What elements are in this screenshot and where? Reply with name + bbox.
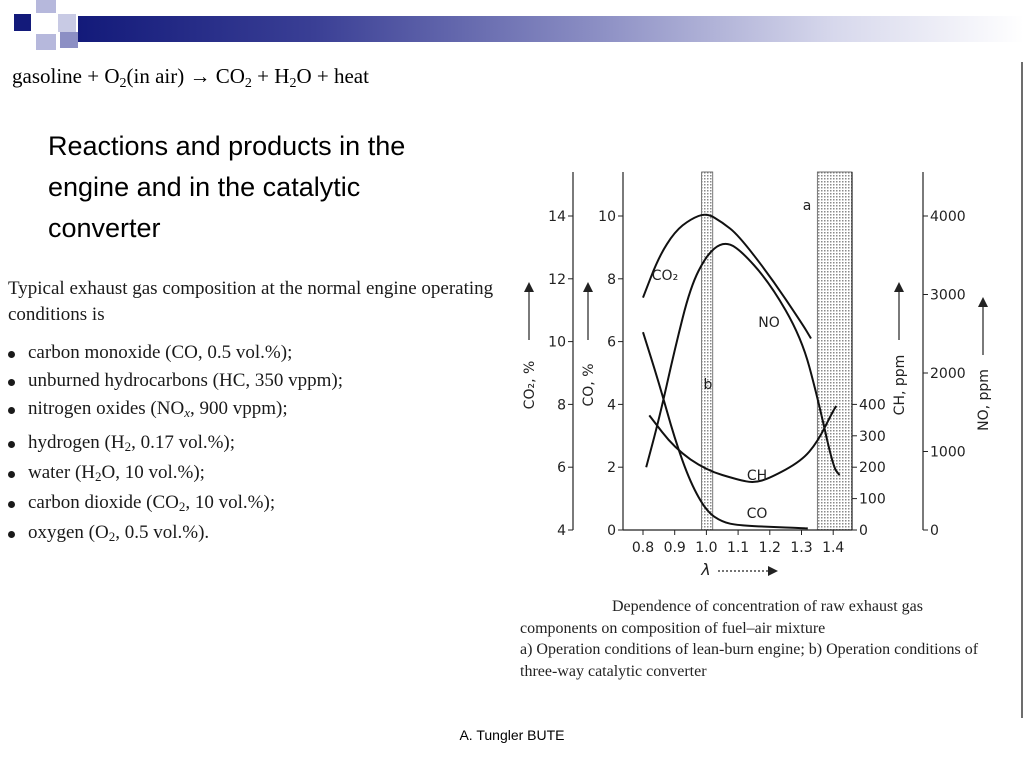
x-tick-label: 1.0 <box>695 540 718 556</box>
co2-tick-label: 14 <box>548 209 566 225</box>
co-tick-label: 6 <box>607 334 616 351</box>
ch-tick-label: 100 <box>859 491 886 508</box>
decor-square <box>60 32 78 48</box>
right-border-line <box>1021 62 1023 718</box>
combustion-equation <box>12 64 369 89</box>
figure-caption <box>520 596 1000 682</box>
decor-square <box>36 34 56 50</box>
decor-square <box>58 14 76 32</box>
ch-tick-label: 0 <box>859 523 868 539</box>
composition-item <box>6 522 343 550</box>
equation-heat: heat <box>333 64 369 88</box>
x-tick-label: 0.9 <box>663 540 686 556</box>
band-label-b: b <box>703 377 713 393</box>
co2-tick-label: 6 <box>557 460 566 477</box>
co2-axis-title: CO₂, % <box>522 360 538 410</box>
equation-water-o: O <box>296 64 312 88</box>
equation-plus: + <box>257 64 270 88</box>
caption-legend-text: a) Operation conditions of lean-burn engine; b) Operation conditions of three-way catalytic converter <box>520 641 979 680</box>
co2-axis-arrowhead <box>524 282 534 292</box>
ch-axis-title: CH, ppm <box>892 354 908 416</box>
equation-plus: + <box>316 64 329 88</box>
composition-subscript: 2 <box>108 529 116 544</box>
decor-square <box>36 0 56 13</box>
composition-text: nitrogen oxides (NO <box>28 398 185 419</box>
ch-tick-label: 300 <box>859 428 886 445</box>
co-axis-title: CO, % <box>581 363 597 407</box>
title-gradient-bar <box>78 16 1024 42</box>
series-label-co2: CO₂ <box>651 268 679 284</box>
composition-list <box>6 342 343 550</box>
series-label-no: NO <box>758 315 780 331</box>
x-axis-label: λ <box>701 560 711 579</box>
band-label-a: a <box>802 198 812 214</box>
series-label-co: CO <box>746 506 768 522</box>
footer-credit: A. Tungler BUTE <box>459 727 565 743</box>
composition-subscript: x <box>184 405 190 420</box>
composition-subscript: 2 <box>95 469 102 484</box>
no-axis-title: NO, ppm <box>976 369 992 431</box>
x-tick-label: 1.1 <box>726 540 750 556</box>
equation-arrow: → <box>189 64 211 88</box>
composition-text: carbon dioxide (CO <box>28 492 179 513</box>
composition-text: , 10 vol.%); <box>185 492 276 513</box>
ch-tick-label: 400 <box>859 397 886 414</box>
equation-water-h: H <box>274 64 290 88</box>
composition-text: unburned hydrocarbons (HC, 350 vppm); <box>28 370 344 391</box>
equation-oxygen: O <box>104 64 120 88</box>
equation-plus: + <box>87 64 100 88</box>
co-tick-label: 10 <box>598 209 616 225</box>
band-b-three-way <box>702 172 713 530</box>
composition-item <box>6 462 343 492</box>
composition-intro: Typical exhaust gas composition at the normal engine operating conditions is <box>8 278 494 325</box>
composition-text: , 900 vppm); <box>189 398 288 419</box>
composition-text: water (H <box>28 462 95 483</box>
co-tick-label: 8 <box>607 271 616 288</box>
composition-item <box>6 492 343 522</box>
composition-text: hydrogen (H <box>28 432 125 453</box>
x-tick-label: 0.8 <box>631 540 655 556</box>
equation-co2: CO <box>215 64 245 88</box>
equation-reactant-gasoline: gasoline <box>12 64 82 88</box>
slide-heading: Reactions and products in the engine and in the catalytic converter <box>48 131 406 243</box>
no-tick-label: 3000 <box>930 287 966 304</box>
no-tick-label: 0 <box>930 523 939 539</box>
ch-tick-label: 200 <box>859 460 886 477</box>
x-axis-arrowhead <box>768 566 778 576</box>
decor-square <box>14 14 31 31</box>
equation-subscript: 2 <box>244 76 252 91</box>
exhaust-concentration-chart <box>512 160 1012 580</box>
x-tick-label: 1.2 <box>758 540 781 556</box>
no-tick-label: 2000 <box>930 366 966 382</box>
equation-subscript: 2 <box>119 76 127 91</box>
no-tick-label: 1000 <box>930 444 966 461</box>
composition-item <box>6 342 343 370</box>
series-label-ch: CH <box>746 468 768 484</box>
co-tick-label: 2 <box>607 460 616 477</box>
ch-axis-arrowhead <box>894 282 904 292</box>
band-a-lean-burn <box>817 172 852 530</box>
title-bar-decoration <box>0 0 1024 52</box>
composition-text: , 0.5 vol.%). <box>115 522 210 543</box>
composition-text: carbon monoxide (CO, 0.5 vol.%); <box>28 342 293 363</box>
co2-tick-label: 12 <box>548 271 566 288</box>
composition-item <box>6 370 343 398</box>
composition-item <box>6 432 343 462</box>
no-tick-label: 4000 <box>930 209 966 225</box>
series-line-co <box>643 332 808 528</box>
x-tick-label: 1.4 <box>822 540 845 556</box>
equation-subscript: 2 <box>289 76 297 91</box>
co2-tick-label: 4 <box>557 523 566 539</box>
caption-text: Dependence of concentration of raw exhaust gas components on composition of fuel–air mixture <box>520 598 923 637</box>
x-tick-label: 1.3 <box>790 540 813 556</box>
no-axis-arrowhead <box>978 297 988 307</box>
composition-subscript: 2 <box>178 499 186 514</box>
composition-item <box>6 398 343 432</box>
composition-text: , 0.17 vol.%); <box>131 432 236 453</box>
co2-tick-label: 8 <box>557 397 566 414</box>
co-axis-arrowhead <box>583 282 593 292</box>
co-tick-label: 0 <box>607 523 616 539</box>
co2-tick-label: 10 <box>548 334 566 351</box>
composition-text: oxygen (O <box>28 522 109 543</box>
composition-text: O, 10 vol.%); <box>101 462 205 483</box>
composition-subscript: 2 <box>124 439 132 454</box>
co-tick-label: 4 <box>607 397 616 414</box>
equation-oxygen-note: (in air) <box>126 64 185 88</box>
